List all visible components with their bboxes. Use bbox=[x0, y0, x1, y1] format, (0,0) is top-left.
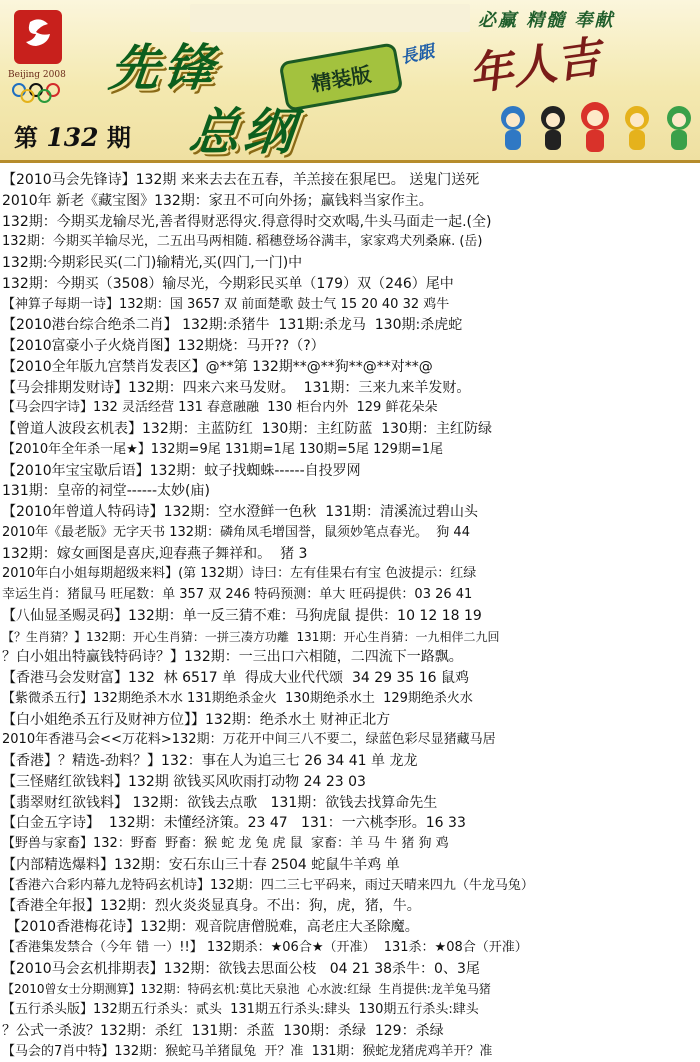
text-line: ？公式一杀波？132期：杀红 131期：杀蓝 130期：杀绿 129：杀绿 bbox=[0, 1021, 700, 1042]
text-line: 【神算子每期一诗】132期：国 3657 双 前面楚歌 鼓士气 15 20 40 32 鸡牛 bbox=[0, 295, 700, 316]
issue-prefix: 第 bbox=[14, 123, 38, 152]
text-line: 2010年香港马会<<万花料>132期：万花开中间三八不要二，绿蓝色彩尽显猪藏马居 bbox=[0, 730, 700, 751]
text-line: 【马会的7肖中特】132期：猴蛇马羊猪鼠兔 开？准 131期：猴蛇龙猪虎鸡羊开？准 bbox=[0, 1042, 700, 1062]
text-line: 【香港全年报】132期：烈火炎炎显真身。不出：狗，虎，猪，牛。 bbox=[0, 896, 700, 917]
text-line: 【2010富豪小子火烧肖图】132期烧：马开??（?） bbox=[0, 336, 700, 357]
text-line: 【紫微杀五行】132期绝杀木水 131期绝杀金火 130期绝杀水土 129期绝杀火水 bbox=[0, 689, 700, 710]
text-line: 132期：今期买（3508）输尽光，今期彩民买单（179）双（246）尾中 bbox=[0, 274, 700, 295]
text-line: 【三怪赌红欲钱料】132期 欲钱买风吹雨打动物 24 23 03 bbox=[0, 772, 700, 793]
text-line: 【马会排期发财诗】132期：四来六来马发财。 131期：三来九来羊发财。 bbox=[0, 378, 700, 399]
banner-top-strip bbox=[190, 4, 470, 32]
text-line: 【内部精选爆料】132期：安石东山三十春 2504 蛇鼠牛羊鸡 单 bbox=[0, 855, 700, 876]
text-line: 【白金五字诗】 132期：未懂经济策。23 47 131：一六桃李形。16 33 bbox=[0, 813, 700, 834]
emblem-caption: Beijing 2008 bbox=[8, 70, 66, 80]
text-line: 132期:今期彩民买(二门)输精光,买(四门,一门)中 bbox=[0, 253, 700, 274]
follow-label: 長跟 bbox=[398, 37, 436, 69]
text-line: 【白小姐绝杀五行及财神方位】】132期：绝杀水土 财神正北方 bbox=[0, 710, 700, 731]
text-line: 132期：今期买龙输尽光,善者得财恶得灾.得意得时交欢喝,牛头马面走一起.(全) bbox=[0, 212, 700, 233]
text-line: 【香港马会发财富】132 林 6517 单 得成大业代代颂 34 29 35 16 鼠鸡 bbox=[0, 668, 700, 689]
issue-suffix: 期 bbox=[107, 123, 131, 152]
banner bbox=[0, 0, 700, 163]
text-line: 【？生肖猜？】132期：开心生肖猜：一拼三凑方功離 131期：开心生肖猜：一九相伴二九回 bbox=[0, 627, 700, 648]
text-line: 2010年 新老《藏宝图》132期：家丑不可向外扬；赢钱料当家作主。 bbox=[0, 191, 700, 212]
edition-badge-label: 精装版 bbox=[309, 58, 373, 97]
text-line: 2010年白小姐每期超级来料】(第 132期）诗曰：左有佳果右有宝 色波提示：红绿 bbox=[0, 564, 700, 585]
text-line: 132期：今期买羊输尽光，二五出马两相随. 稻穗登场谷满丰，家家鸡犬列桑麻. (岳) bbox=[0, 232, 700, 253]
text-line: ？白小姐出特赢钱特码诗？】132期：一三出口六相随，二四流下一路飘。 bbox=[0, 647, 700, 668]
olympic-mascots-icon bbox=[495, 96, 700, 158]
text-line: 【野兽与家畜】132：野畜 野畜：猴 蛇 龙 兔 虎 鼠 家畜：羊 马 牛 猪 狗 鸡 bbox=[0, 834, 700, 855]
text-line: 【2010年宝宝歇后语】132期：蚊子找蜘蛛------自投罗网 bbox=[0, 461, 700, 482]
beijing-olympic-emblem-icon bbox=[8, 8, 68, 70]
banner-slogan: 必赢 精髓 奉献 bbox=[478, 6, 615, 32]
text-line: 【2010马会玄机排期表】132期：欲钱去思面公枝 04 21 38杀牛：0、3尾 bbox=[0, 959, 700, 980]
text-line: 【2010马会先锋诗】132期 来来去去在五春，羊羔接在狠尾巴。 送鬼门送死 bbox=[0, 170, 700, 191]
text-line: 【八仙显圣赐灵码】132期：单一反三猜不难：马狗虎鼠 提供：10 12 18 19 bbox=[0, 606, 700, 627]
text-line: 【香港六合彩内幕九龙特码玄机诗】132期：四二三七平码来，雨过天晴来四九（牛龙马兔） bbox=[0, 876, 700, 897]
text-line: 【香港】？精选-劲料？】132：事在人为追三七 26 34 41 单 龙龙 bbox=[0, 751, 700, 772]
text-line: 【2010港台综合绝杀二肖】 132期:杀猪牛 131期:杀龙马 130期:杀虎蛇 bbox=[0, 315, 700, 336]
text-line: 【2010年曾道人特码诗】132期：空水澄鲜一色秋 131期：清溪流过碧山头 bbox=[0, 502, 700, 523]
text-line: 【翡翠财红欲钱料】 132期：欲钱去点歌 131期：欲钱去找算命先生 bbox=[0, 793, 700, 814]
text-line: 幸运生肖：猪鼠马 旺尾数：单 357 双 246 特码预测：单大 旺码提供：03 26 41 bbox=[0, 585, 700, 606]
title-bottom: 总纲 bbox=[186, 92, 302, 164]
issue-number: 132 bbox=[46, 123, 98, 152]
text-line: 【2010年全年杀一尾★】132期=9尾 131期=1尾 130期=5尾 129期=1尾 bbox=[0, 440, 700, 461]
text-line: 【香港集发禁合（今年 错 一）!!】 132期杀：★06合★（开准） 131杀：★08合（开准） bbox=[0, 938, 700, 959]
text-line: 【马会四字诗】132 灵活经营 131 春意融融 130 柜台内外 129 鲜花朵朵 bbox=[0, 398, 700, 419]
banner-years-calligraphy: 年人吉 bbox=[464, 21, 604, 103]
title-top: 先锋 bbox=[106, 28, 222, 100]
text-line: 【五行杀头版】132期五行杀头：贰头 131期五行杀头:肆头 130期五行杀头:肆头 bbox=[0, 1000, 700, 1021]
text-line: 131期：皇帝的祠堂------太妙(庙) bbox=[0, 481, 700, 502]
olympic-rings-icon bbox=[10, 82, 62, 104]
text-line: 【2010香港梅花诗】132期：观音院唐僧脱难，高老庄大圣除魔。 bbox=[0, 917, 700, 938]
text-line: 【曾道人波段玄机表】132期：主蓝防红 130期：主红防蓝 130期：主红防绿 bbox=[0, 419, 700, 440]
text-line: 2010年《最老版》无字天书 132期：磷角凤毛增国誉，鼠须妙笔点春光。 狗 44 bbox=[0, 523, 700, 544]
text-line: 【2010曾女士分期测算】132期：特码玄机:莫比天泉池 心水波:红绿 生肖提供:龙羊兔马猪 bbox=[0, 979, 700, 1000]
text-line: 【2010全年版九宫禁肖发表区】@**第 132期**@**狗**@**对**@ bbox=[0, 357, 700, 378]
content bbox=[0, 170, 700, 1062]
issue-label bbox=[14, 118, 131, 153]
text-line: 132期：嫁女画图是喜庆,迎春燕子舞祥和。 猪 3 bbox=[0, 544, 700, 565]
